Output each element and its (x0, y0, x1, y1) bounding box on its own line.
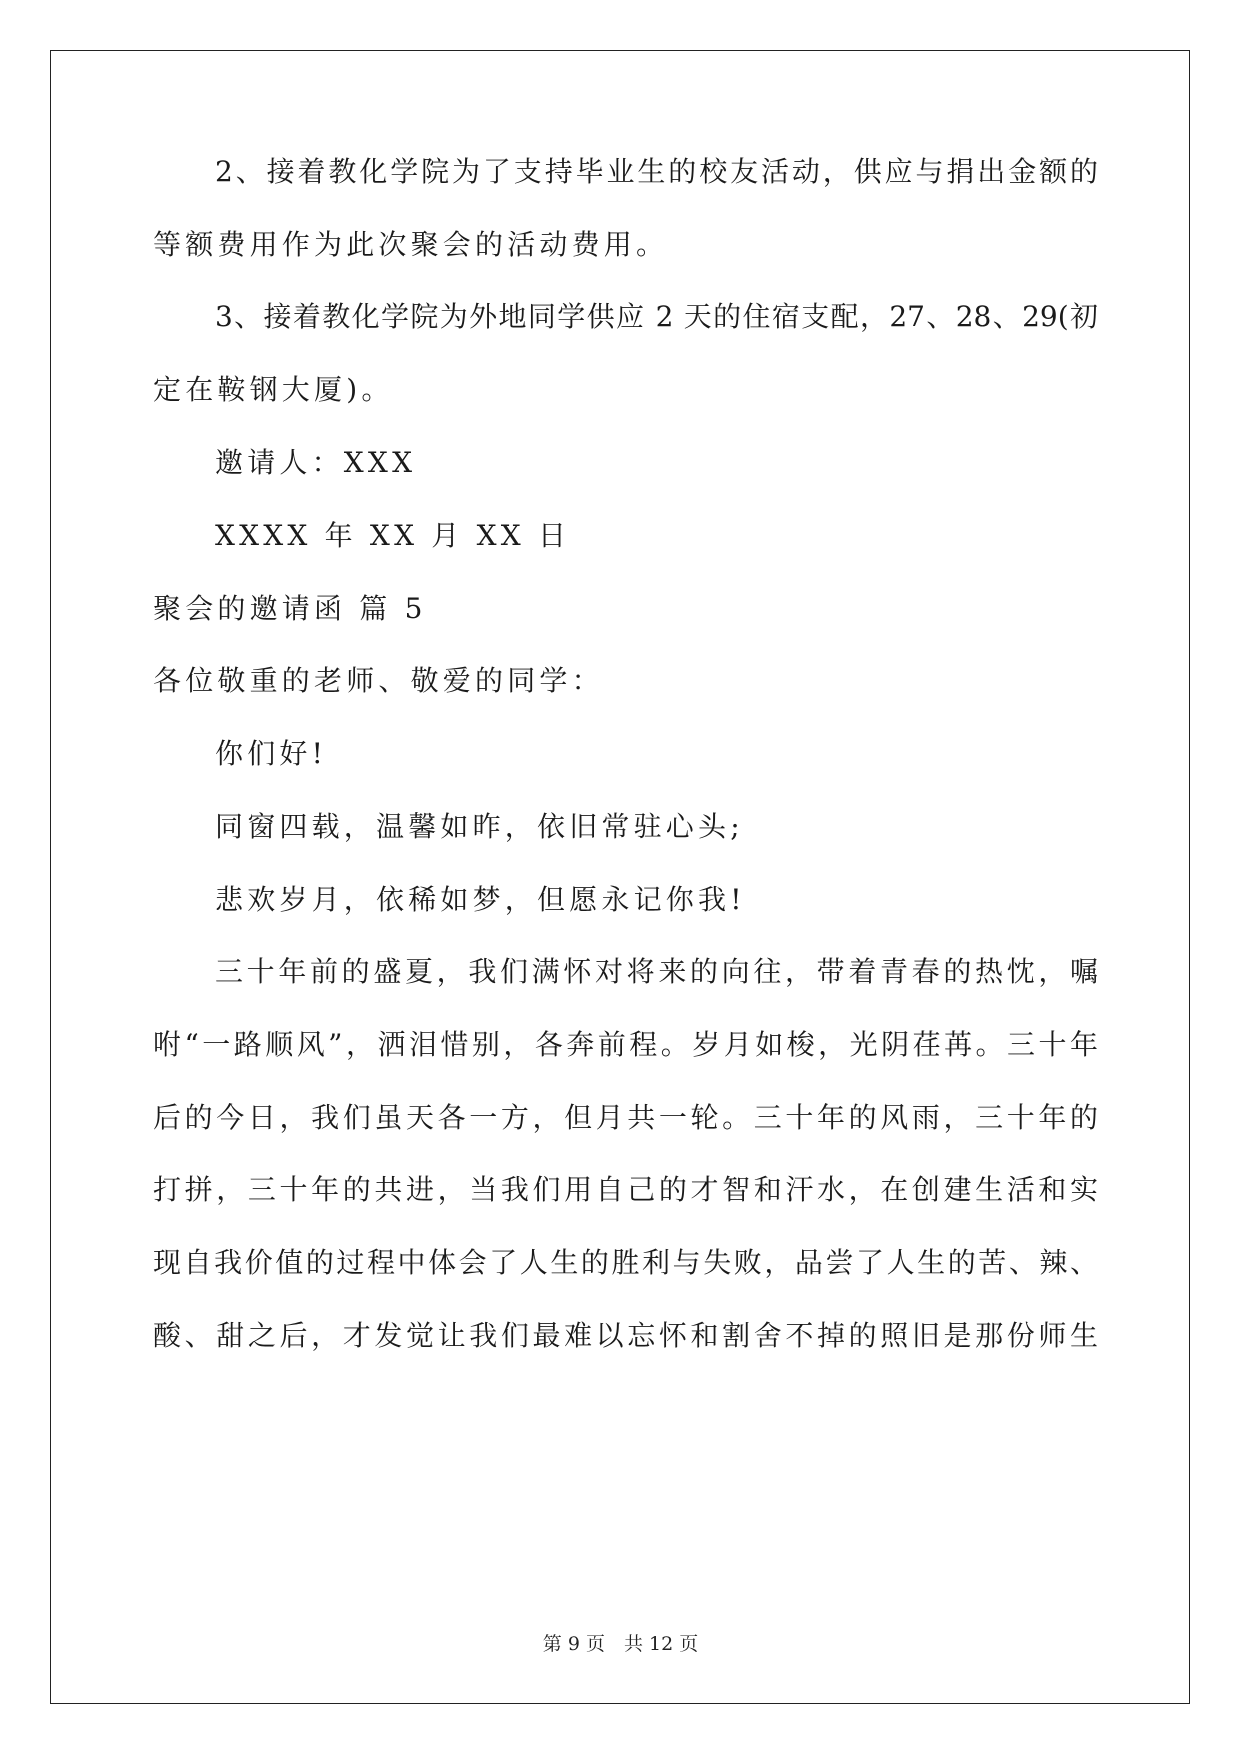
paragraph-line: 定在鞍钢大厦)。 (153, 373, 394, 406)
paragraph-line: 悲欢岁月，依稀如梦，但愿永记你我! (215, 883, 746, 916)
greeting-line: 你们好! (215, 737, 328, 770)
paragraph-line: 等额费用作为此次聚会的活动费用。 (153, 228, 669, 261)
salutation-line: 各位敬重的老师、敬爱的同学： (153, 664, 604, 697)
paragraph-line: 现自我价值的过程中体会了人生的胜利与失败，品尝了人生的苦、辣、 (153, 1246, 1098, 1279)
paragraph-line: 后的今日，我们虽天各一方，但月共一轮。三十年的风雨，三十年的 (153, 1101, 1098, 1134)
paragraph-line: 酸、甜之后，才发觉让我们最难以忘怀和割舍不掉的照旧是那份师生 (153, 1319, 1098, 1352)
paragraph-line: 三十年前的盛夏，我们满怀对将来的向往，带着青春的热忱，嘱 (215, 955, 1098, 988)
paragraph-line: 2、接着教化学院为了支持毕业生的校友活动，供应与捐出金额的 (215, 155, 1098, 188)
paragraph-line: 咐“一路顺风”，洒泪惜别，各奔前程。岁月如梭，光阴荏苒。三十年 (153, 1028, 1098, 1061)
paragraph-line: 打拼，三十年的共进，当我们用自己的才智和汗水，在创建生活和实 (153, 1173, 1098, 1206)
paragraph-line: 3、接着教化学院为外地同学供应 2 天的住宿支配，27、28、29(初 (215, 300, 1098, 333)
page-number: 第 9 页 共 12 页 (542, 1633, 699, 1655)
date-line: XXXX 年 XX 月 XX 日 (215, 519, 571, 552)
paragraph-line: 同窗四载，温馨如昨，依旧常驻心头; (215, 810, 744, 843)
section-heading: 聚会的邀请函 篇 5 (153, 592, 427, 625)
inviter-line: 邀请人：XXX (215, 446, 417, 479)
